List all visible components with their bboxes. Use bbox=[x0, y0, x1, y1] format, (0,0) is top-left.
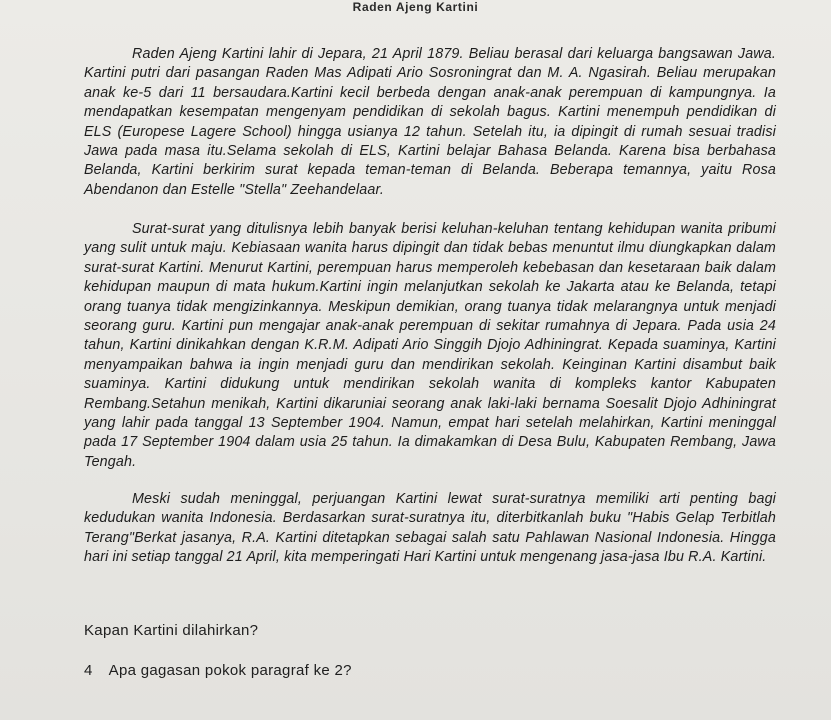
question-2-text: Apa gagasan pokok paragraf ke 2? bbox=[108, 662, 352, 679]
document-title: Raden Ajeng Kartini bbox=[352, 0, 479, 14]
paragraph-2: Surat-surat yang ditulisnya lebih banyak berisi keluhan-keluhan tentang kehidupan wanita pribumi yang sulit untuk maju. Kebiasaan wanita harus dipingit dan tidak bebas menuntut ilmu diungkapkan dalam surat-surat Kartini. Menurut Kartini, perempuan harus memperoleh kebebasan dan kesetaraan baik dalam kehidupan maupun di mata hukum.Kartini ingin melanjutkan sekolah ke Jakarta atau ke Belanda, tetapi orang tuanya tidak mengizinkannya. Meskipun demikian, orang tuanya tidak melarangnya untuk menjadi seorang guru. Kartini pun mengajar anak-anak perempuan di sekitar rumahnya di Jepara. Pada usia 24 tahun, Kartini dinikahkan dengan K.R.M. Adipati Ario Singgih Djojo Adhiningrat. Kepada suaminya, Kartini menyampaikan bahwa ia ingin menjadi guru dan mendirikan sekolah. Keinginan Kartini disambut baik suaminya. Kartini didukung untuk mendirikan sekolah wanita di kompleks kantor Kabupaten Rembang.Setahun menikah, Kartini dikaruniai seorang anak laki-laki bernama Soesalit Djojo Adhiningrat yang lahir pada tanggal 13 September 1904. Namun, empat hari setelah melahirkan, Kartini meninggal pada 17 September 1904 dalam usia 25 tahun. Ia dimakamkan di Desa Bulu, Kabupaten Rembang, Jawa Tengah. bbox=[84, 221, 776, 470]
question-2 bbox=[84, 662, 352, 679]
question-2-number: 4 bbox=[84, 662, 93, 679]
paragraph-1: Raden Ajeng Kartini lahir di Jepara, 21 April 1879. Beliau berasal dari keluarga bangsawan Jawa. Kartini putri dari pasangan Raden Mas Adipati Ario Sosroningrat dan M. A. Ngasirah. Beliau merupakan anak ke-5 dari 11 bersaudara.Kartini kecil berbeda dengan anak-anak perempuan di kampungnya. Ia mendapatkan kesempatan mengenyam pendidikan di sekolah bagus. Kartini menempuh pendidikan di ELS (Europese Lagere School) hingga usianya 12 tahun. Setelah itu, ia dipingit di rumah sesuai tradisi Jawa pada masa itu.Selama sekolah di ELS, Kartini belajar Bahasa Belanda. Karena bisa berbahasa Belanda, Kartini berkirim surat kepada teman-teman di Belanda. Beberapa temannya, yaitu Rosa Abendanon dan Estelle "Stella" Zeehandelaar. bbox=[84, 46, 776, 198]
question-1 bbox=[84, 622, 258, 639]
question-1-text: Kapan Kartini dilahirkan? bbox=[84, 622, 259, 639]
paragraph-3: Meski sudah meninggal, perjuangan Kartini lewat surat-suratnya memiliki arti penting bagi kedudukan wanita Indonesia. Berdasarkan surat-suratnya itu, diterbitkanlah buku "Habis Gelap Terbitlah Terang"Berkat jasanya, R.A. Kartini ditetapkan sebagai salah satu Pahlawan Nasional Indonesia. Hingga hari ini setiap tanggal 21 April, kita memperingati Hari Kartini untuk mengenang jasa-jasa Ibu R.A. Kartini. bbox=[84, 491, 776, 566]
